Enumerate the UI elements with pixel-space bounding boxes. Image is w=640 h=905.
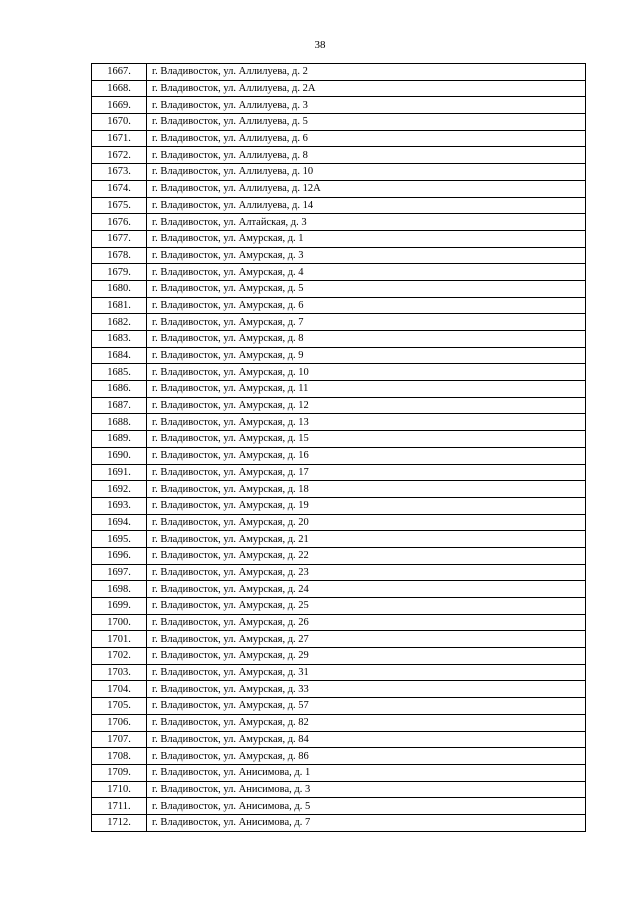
address-cell: г. Владивосток, ул. Амурская, д. 19 <box>147 497 586 514</box>
address-cell: г. Владивосток, ул. Амурская, д. 12 <box>147 397 586 414</box>
address-cell: г. Владивосток, ул. Амурская, д. 25 <box>147 598 586 615</box>
address-cell: г. Владивосток, ул. Амурская, д. 33 <box>147 681 586 698</box>
address-cell: г. Владивосток, ул. Анисимова, д. 1 <box>147 764 586 781</box>
table-row <box>92 748 586 765</box>
address-cell: г. Владивосток, ул. Аллилуева, д. 10 <box>147 164 586 181</box>
row-number-cell: 1667. <box>92 64 147 81</box>
table-row <box>92 798 586 815</box>
address-cell: г. Владивосток, ул. Аллилуева, д. 14 <box>147 197 586 214</box>
table-row <box>92 97 586 114</box>
row-number-cell: 1709. <box>92 764 147 781</box>
table-row <box>92 681 586 698</box>
row-number-cell: 1688. <box>92 414 147 431</box>
address-cell: г. Владивосток, ул. Амурская, д. 18 <box>147 481 586 498</box>
table-row <box>92 164 586 181</box>
address-cell: г. Владивосток, ул. Амурская, д. 20 <box>147 514 586 531</box>
address-cell: г. Владивосток, ул. Амурская, д. 31 <box>147 664 586 681</box>
address-cell: г. Владивосток, ул. Аллилуева, д. 12А <box>147 180 586 197</box>
address-cell: г. Владивосток, ул. Амурская, д. 26 <box>147 614 586 631</box>
address-cell: г. Владивосток, ул. Амурская, д. 57 <box>147 698 586 715</box>
row-number-cell: 1707. <box>92 731 147 748</box>
table-row <box>92 631 586 648</box>
address-cell: г. Владивосток, ул. Амурская, д. 4 <box>147 264 586 281</box>
address-cell: г. Владивосток, ул. Амурская, д. 27 <box>147 631 586 648</box>
address-table-body <box>92 64 586 832</box>
address-cell: г. Владивосток, ул. Амурская, д. 1 <box>147 230 586 247</box>
address-cell: г. Владивосток, ул. Аллилуева, д. 6 <box>147 130 586 147</box>
address-cell: г. Владивосток, ул. Амурская, д. 5 <box>147 280 586 297</box>
table-row <box>92 147 586 164</box>
row-number-cell: 1694. <box>92 514 147 531</box>
table-row <box>92 414 586 431</box>
table-row <box>92 814 586 831</box>
row-number-cell: 1708. <box>92 748 147 765</box>
table-row <box>92 114 586 131</box>
address-cell: г. Владивосток, ул. Алтайская, д. 3 <box>147 214 586 231</box>
row-number-cell: 1669. <box>92 97 147 114</box>
address-cell: г. Владивосток, ул. Амурская, д. 6 <box>147 297 586 314</box>
address-cell: г. Владивосток, ул. Амурская, д. 29 <box>147 648 586 665</box>
table-row <box>92 714 586 731</box>
row-number-cell: 1697. <box>92 564 147 581</box>
row-number-cell: 1701. <box>92 631 147 648</box>
address-cell: г. Владивосток, ул. Амурская, д. 21 <box>147 531 586 548</box>
row-number-cell: 1678. <box>92 247 147 264</box>
row-number-cell: 1706. <box>92 714 147 731</box>
table-row <box>92 347 586 364</box>
table-row <box>92 314 586 331</box>
row-number-cell: 1695. <box>92 531 147 548</box>
address-cell: г. Владивосток, ул. Аллилуева, д. 2А <box>147 80 586 97</box>
table-row <box>92 331 586 348</box>
table-row <box>92 464 586 481</box>
address-cell: г. Владивосток, ул. Амурская, д. 11 <box>147 381 586 398</box>
address-table <box>91 63 586 832</box>
table-row <box>92 197 586 214</box>
address-cell: г. Владивосток, ул. Амурская, д. 23 <box>147 564 586 581</box>
table-row <box>92 447 586 464</box>
address-cell: г. Владивосток, ул. Аллилуева, д. 8 <box>147 147 586 164</box>
row-number-cell: 1681. <box>92 297 147 314</box>
table-row <box>92 80 586 97</box>
address-cell: г. Владивосток, ул. Амурская, д. 17 <box>147 464 586 481</box>
address-cell: г. Владивосток, ул. Амурская, д. 24 <box>147 581 586 598</box>
table-row <box>92 648 586 665</box>
row-number-cell: 1705. <box>92 698 147 715</box>
address-cell: г. Владивосток, ул. Амурская, д. 9 <box>147 347 586 364</box>
table-row <box>92 547 586 564</box>
row-number-cell: 1711. <box>92 798 147 815</box>
row-number-cell: 1698. <box>92 581 147 598</box>
table-row <box>92 180 586 197</box>
row-number-cell: 1687. <box>92 397 147 414</box>
table-row <box>92 130 586 147</box>
row-number-cell: 1671. <box>92 130 147 147</box>
table-row <box>92 497 586 514</box>
address-cell: г. Владивосток, ул. Анисимова, д. 7 <box>147 814 586 831</box>
address-cell: г. Владивосток, ул. Амурская, д. 16 <box>147 447 586 464</box>
row-number-cell: 1693. <box>92 497 147 514</box>
table-row <box>92 230 586 247</box>
table-row <box>92 214 586 231</box>
table-row <box>92 664 586 681</box>
row-number-cell: 1691. <box>92 464 147 481</box>
address-cell: г. Владивосток, ул. Амурская, д. 15 <box>147 431 586 448</box>
table-row <box>92 381 586 398</box>
row-number-cell: 1675. <box>92 197 147 214</box>
row-number-cell: 1690. <box>92 447 147 464</box>
table-row <box>92 614 586 631</box>
row-number-cell: 1704. <box>92 681 147 698</box>
row-number-cell: 1682. <box>92 314 147 331</box>
row-number-cell: 1673. <box>92 164 147 181</box>
page-number: 38 <box>314 39 326 51</box>
row-number-cell: 1676. <box>92 214 147 231</box>
row-number-cell: 1712. <box>92 814 147 831</box>
table-row <box>92 297 586 314</box>
table-row <box>92 64 586 81</box>
table-row <box>92 397 586 414</box>
table-row <box>92 731 586 748</box>
table-row <box>92 598 586 615</box>
row-number-cell: 1683. <box>92 331 147 348</box>
address-cell: г. Владивосток, ул. Амурская, д. 7 <box>147 314 586 331</box>
address-cell: г. Владивосток, ул. Амурская, д. 22 <box>147 547 586 564</box>
table-row <box>92 564 586 581</box>
row-number-cell: 1680. <box>92 280 147 297</box>
address-cell: г. Владивосток, ул. Амурская, д. 3 <box>147 247 586 264</box>
row-number-cell: 1692. <box>92 481 147 498</box>
address-cell: г. Владивосток, ул. Анисимова, д. 3 <box>147 781 586 798</box>
row-number-cell: 1699. <box>92 598 147 615</box>
address-cell: г. Владивосток, ул. Амурская, д. 8 <box>147 331 586 348</box>
table-row <box>92 264 586 281</box>
address-cell: г. Владивосток, ул. Аллилуева, д. 2 <box>147 64 586 81</box>
address-cell: г. Владивосток, ул. Амурская, д. 82 <box>147 714 586 731</box>
row-number-cell: 1703. <box>92 664 147 681</box>
row-number-cell: 1670. <box>92 114 147 131</box>
address-cell: г. Владивосток, ул. Амурская, д. 13 <box>147 414 586 431</box>
row-number-cell: 1668. <box>92 80 147 97</box>
table-row <box>92 514 586 531</box>
address-cell: г. Владивосток, ул. Аллилуева, д. 3 <box>147 97 586 114</box>
table-row <box>92 764 586 781</box>
row-number-cell: 1677. <box>92 230 147 247</box>
row-number-cell: 1702. <box>92 648 147 665</box>
address-cell: г. Владивосток, ул. Анисимова, д. 5 <box>147 798 586 815</box>
table-row <box>92 781 586 798</box>
row-number-cell: 1689. <box>92 431 147 448</box>
row-number-cell: 1679. <box>92 264 147 281</box>
row-number-cell: 1672. <box>92 147 147 164</box>
table-row <box>92 431 586 448</box>
row-number-cell: 1700. <box>92 614 147 631</box>
row-number-cell: 1674. <box>92 180 147 197</box>
table-row <box>92 531 586 548</box>
row-number-cell: 1686. <box>92 381 147 398</box>
address-cell: г. Владивосток, ул. Амурская, д. 86 <box>147 748 586 765</box>
row-number-cell: 1685. <box>92 364 147 381</box>
row-number-cell: 1696. <box>92 547 147 564</box>
address-cell: г. Владивосток, ул. Амурская, д. 84 <box>147 731 586 748</box>
table-row <box>92 247 586 264</box>
row-number-cell: 1684. <box>92 347 147 364</box>
row-number-cell: 1710. <box>92 781 147 798</box>
table-row <box>92 698 586 715</box>
table-row <box>92 364 586 381</box>
address-cell: г. Владивосток, ул. Амурская, д. 10 <box>147 364 586 381</box>
address-cell: г. Владивосток, ул. Аллилуева, д. 5 <box>147 114 586 131</box>
table-row <box>92 481 586 498</box>
table-row <box>92 581 586 598</box>
table-row <box>92 280 586 297</box>
